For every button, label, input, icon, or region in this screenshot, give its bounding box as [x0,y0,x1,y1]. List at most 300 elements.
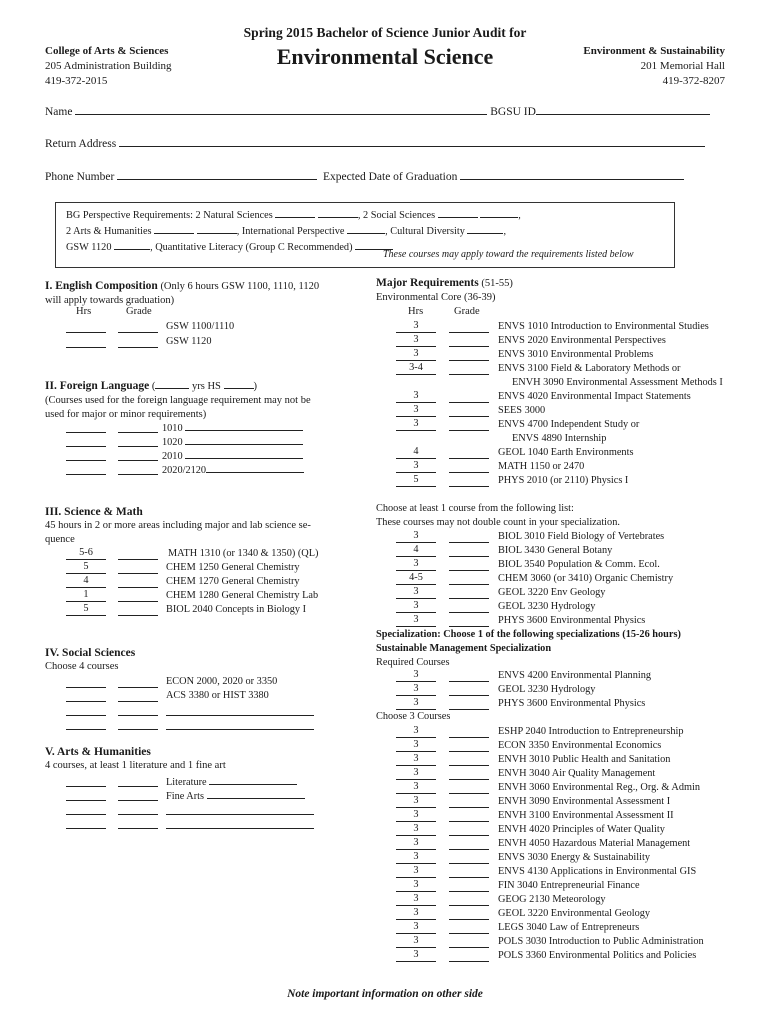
hrs-field[interactable] [66,320,106,333]
core-title: Environmental Core (36-39) [376,292,496,303]
course-row [396,446,756,460]
grade-field[interactable] [449,949,489,962]
course-name: GEOL 3220 Environmental Geology [498,908,651,919]
english-grade-label: Grade [126,306,152,317]
hrs-field[interactable] [66,462,106,475]
hrs-field[interactable]: 3 [396,893,436,906]
grade-field[interactable] [118,774,158,787]
college-phone: 419-372-2015 [45,75,108,87]
grade-field[interactable] [118,547,158,560]
choose-one-header [376,502,620,530]
hrs-field[interactable]: 3 [396,460,436,473]
hrs-field[interactable] [66,448,106,461]
major-section-header [376,276,513,305]
grade-field[interactable] [449,474,489,487]
foreign-row [66,420,366,434]
hrs-field[interactable]: 3 [396,781,436,794]
hrs-field[interactable] [66,434,106,447]
bgsu-id-label: BGSU ID [490,106,536,118]
english-row [66,320,366,334]
grade-field[interactable] [449,795,489,808]
social-row [66,689,366,703]
course-name: ENVS 3030 Energy & Sustainability [498,852,650,863]
name-field[interactable] [75,104,487,115]
arts-row [66,788,366,802]
course-row [396,851,756,865]
course-field[interactable] [166,703,314,716]
choose-three-label: Choose 3 Courses [376,711,451,722]
english-title: I. English Composition [45,280,158,292]
course-row [396,921,756,935]
footer-note: Note important information on other side [287,988,483,1000]
course-row [396,865,756,879]
required-courses-label: Required Courses [376,657,450,668]
course-name: BIOL 2040 Concepts in Biology I [166,604,307,615]
major-grade-label: Grade [454,306,480,317]
course-row [396,614,756,628]
course-name: ENVS 1010 Introduction to Environmental Studies [498,321,709,332]
department-address: 201 Memorial Hall [640,60,725,72]
course-name: SEES 3000 [498,405,546,416]
course-row [396,474,756,488]
grade-field[interactable] [449,893,489,906]
phone-grad-row [45,169,684,183]
course-row [396,432,756,446]
course-field[interactable] [166,802,314,815]
grade-field[interactable] [449,823,489,836]
hrs-field[interactable]: 3 [396,879,436,892]
science-row [66,547,366,561]
social-section-header [45,646,135,674]
course-name: ENVH 3040 Air Quality Management [498,768,656,779]
course-field[interactable] [166,717,314,730]
course-name: BIOL 3540 Population & Comm. Ecol. [498,559,660,570]
grade-field[interactable] [118,816,158,829]
hrs-field[interactable]: 4 [66,575,106,588]
arts-row [66,802,366,816]
bg-social-sciences-label: , 2 Social Sciences [357,210,436,221]
course-name: CHEM 1250 General Chemistry [166,562,300,573]
course-name: ENVH 3090 Environmental Assessment Methods I [512,377,723,388]
course-name: ENVS 3100 Field & Laboratory Methods or [498,363,681,374]
foreign-section-header [45,378,311,422]
hrs-field[interactable]: 3 [396,390,436,403]
course-name: ECON 3350 Environmental Economics [498,740,662,751]
science-title: III. Science & Math [45,506,143,518]
specialization-title: Specialization: Choose 1 of the following specializations (15-26 hours) [376,629,681,640]
hrs-field[interactable]: 4-5 [396,572,436,585]
hs-years-label: yrs HS [192,381,221,392]
specialization-name: Sustainable Management Specialization [376,643,552,654]
hrs-field[interactable]: 3 [396,921,436,934]
course-row [396,907,756,921]
hrs-field[interactable]: 4 [396,544,436,557]
course-name: POLS 3360 Environmental Politics and Policies [498,950,697,961]
hrs-field[interactable]: 3 [396,949,436,962]
science-row [66,589,366,603]
course-name: PHYS 3600 Environmental Physics [498,615,646,626]
hrs-field[interactable]: 3 [396,600,436,613]
grade-field[interactable] [118,589,158,602]
course-row [396,809,756,823]
hrs-field[interactable]: 5 [66,561,106,574]
course-name: ENVS 3010 Environmental Problems [498,349,654,360]
hs-years-field[interactable] [155,378,189,389]
hrs-field[interactable] [66,335,106,348]
hrs-field[interactable]: 3 [396,837,436,850]
hrs-field[interactable]: 3 [396,404,436,417]
course-name: 1020 [162,434,303,450]
bg-natural-field-2[interactable] [318,207,358,218]
course-row [396,739,756,753]
course-row [396,669,756,683]
course-row [396,725,756,739]
hrs-field[interactable]: 3 [396,865,436,878]
course-name: ESHP 2040 Introduction to Entrepreneurship [498,726,684,737]
english-section-header [45,279,319,308]
grade-field[interactable] [449,669,489,682]
foreign-desc-2: used for major or minor requirements) [45,409,207,420]
bg-cultural-field[interactable] [467,223,503,234]
course-name: GSW 1100/1110 [166,321,235,332]
bg-perspective-content: BG Perspective Requirements: 2 Natural Sciences , 2 Social Sciences , 2 Arts & Humanities , International Perspective , Cultural Diversity , GSW 1120 , Quantitative Literacy (Group C Recommended) [66,207,521,255]
foreign-row [66,448,366,462]
grade-field[interactable] [449,739,489,752]
course-name: PHYS 2010 (or 2110) Physics I [498,475,629,486]
bg-social-field-2[interactable] [480,207,518,218]
hrs-field[interactable]: 3 [396,907,436,920]
hrs-field[interactable]: 3 [396,809,436,822]
course-name: MATH 1150 or 2470 [498,461,585,472]
course-row [396,460,756,474]
course-name: Fine Arts [166,788,305,804]
course-row [396,795,756,809]
hrs-field[interactable]: 3 [396,558,436,571]
return-address-label: Return Address [45,138,117,150]
grade-field[interactable] [449,921,489,934]
grade-field[interactable] [118,675,158,688]
course-name: CHEM 1270 General Chemistry [166,576,300,587]
hrs-field[interactable]: 3 [396,739,436,752]
grade-field[interactable] [118,717,158,730]
bg-natural-field-1[interactable] [275,207,315,218]
department-contact [583,44,725,89]
phone-label: Phone Number [45,171,115,183]
course-row [396,334,756,348]
grade-field[interactable] [449,572,489,585]
name-row [45,104,710,118]
course-row [396,586,756,600]
hrs-field[interactable]: 3-4 [396,362,436,375]
foreign-row [66,462,366,476]
phone-field[interactable] [117,169,317,180]
grade-field[interactable] [449,460,489,473]
hrs-field[interactable]: 4 [396,446,436,459]
hrs-field[interactable]: 3 [396,935,436,948]
course-name: ENVS 4130 Applications in Environmental GIS [498,866,697,877]
course-row [396,767,756,781]
grade-field[interactable] [449,697,489,710]
course-row [396,530,756,544]
hrs-field[interactable] [66,703,106,716]
course-name: CHEM 1280 General Chemistry Lab [166,590,319,601]
college-name: College of Arts & Sciences [45,45,169,57]
bg-international-label: , International Perspective [236,226,345,237]
hrs-field[interactable]: 5 [396,474,436,487]
hrs-field[interactable] [66,717,106,730]
hrs-field[interactable]: 3 [396,669,436,682]
grade-field[interactable] [118,434,158,447]
course-name: GEOL 3220 Env Geology [498,587,606,598]
hrs-field[interactable]: 3 [396,697,436,710]
grade-field[interactable] [449,600,489,613]
hrs-field[interactable]: 5-6 [66,547,106,560]
course-name: BIOL 3430 General Botany [498,545,613,556]
course-name: GEOG 2130 Meteorology [498,894,606,905]
hrs-field[interactable]: 3 [396,767,436,780]
bgsu-id-field[interactable] [536,104,710,115]
course-name: 2010 [162,448,303,464]
grade-field[interactable] [449,348,489,361]
course-name: ENVH 3010 Public Health and Sanitation [498,754,671,765]
course-row [396,404,756,418]
science-row [66,603,366,617]
course-name: PHYS 3600 Environmental Physics [498,698,646,709]
grade-field[interactable] [449,725,489,738]
hrs-field[interactable]: 3 [396,334,436,347]
return-address-row [45,136,705,150]
bg-arts-label: 2 Arts & Humanities [66,226,152,237]
hrs-field[interactable]: 3 [396,418,436,431]
course-row [396,362,756,376]
paren-open: ( [151,381,156,392]
social-row [66,703,366,717]
arts-desc: 4 courses, at least 1 literature and 1 fine art [45,760,226,771]
course-name: 1010 [162,420,303,436]
course-name: ENVH 4020 Principles of Water Quality [498,824,665,835]
grade-field[interactable] [118,788,158,801]
grade-field[interactable] [449,530,489,543]
course-name: ENVH 3100 Environmental Assessment II [498,810,674,821]
course-row [396,572,756,586]
course-name: GSW 1120 [166,336,212,347]
major-hrs-label: Hrs [408,306,424,317]
hs-years-field-2[interactable] [224,378,254,389]
science-desc: 45 hours in 2 or more areas including major and lab science se- [45,520,311,531]
grade-field[interactable] [449,418,489,431]
course-row [396,418,756,432]
grade-field[interactable] [449,781,489,794]
grade-field[interactable] [449,334,489,347]
hrs-field[interactable]: 3 [396,530,436,543]
hrs-field[interactable]: 5 [66,603,106,616]
arts-row [66,774,366,788]
course-name: ENVS 4020 Environmental Impact Statements [498,391,691,402]
grade-field[interactable] [449,865,489,878]
course-name: GEOL 3230 Hydrology [498,601,596,612]
social-row [66,675,366,689]
grade-field[interactable] [118,561,158,574]
grade-field[interactable] [118,689,158,702]
grade-field[interactable] [449,320,489,333]
grade-field[interactable] [449,614,489,627]
bg-quant-label: , Quantitative Literacy (Group C Recommended) [150,242,353,253]
grade-field[interactable] [449,879,489,892]
bg-note: These courses may apply toward the requirements listed below [383,249,634,260]
foreign-title: II. Foreign Language [45,380,150,392]
grade-field[interactable] [118,462,158,475]
course-name: 2020/2120 [162,462,304,478]
english-desc: (Only 6 hours GSW 1100, 1110, 1120 [160,281,320,292]
grade-field[interactable] [449,446,489,459]
hrs-field[interactable]: 1 [66,589,106,602]
course-name: ENVS 4890 Internship [512,433,607,444]
course-row [396,544,756,558]
hrs-field[interactable]: 3 [396,851,436,864]
course-name: GEOL 3230 Hydrology [498,684,596,695]
bg-cultural-label: , Cultural Diversity [385,226,465,237]
grade-field[interactable] [118,603,158,616]
grade-field[interactable] [118,575,158,588]
course-row [396,600,756,614]
social-row [66,717,366,731]
grade-field[interactable] [449,935,489,948]
department-name: Environment & Sustainability [583,45,725,57]
hrs-field[interactable]: 3 [396,795,436,808]
course-row [396,558,756,572]
bg-arts-field-1[interactable] [154,223,194,234]
hrs-field[interactable]: 3 [396,683,436,696]
course-row [396,837,756,851]
arts-title: V. Arts & Humanities [45,746,151,758]
grade-field[interactable] [118,335,158,348]
page-title: Environmental Science [276,44,494,69]
course-name: LEGS 3040 Law of Entrepreneurs [498,922,640,933]
major-hours: (51-55) [481,278,513,289]
course-row [396,697,756,711]
graduation-label: Expected Date of Graduation [322,171,458,183]
bg-arts-field-2[interactable] [197,223,237,234]
course-row [396,781,756,795]
bg-international-field[interactable] [347,223,385,234]
course-name: ECON 2000, 2020 or 3350 [166,676,278,687]
major-title: Major Requirements [376,277,479,289]
social-title: IV. Social Sciences [45,647,136,659]
course-name: ENVS 4200 Environmental Planning [498,670,652,681]
course-row [396,949,756,963]
grade-field[interactable] [449,809,489,822]
course-name: ENVH 3090 Environmental Assessment I [498,796,671,807]
grade-field[interactable] [118,320,158,333]
grade-field[interactable] [449,362,489,375]
course-name: ENVS 2020 Environmental Perspectives [498,335,666,346]
foreign-desc: (Courses used for the foreign language requirement may not be [45,395,311,406]
course-row [396,348,756,362]
college-contact [45,44,172,89]
course-name: ENVH 3060 Environmental Reg., Org. & Admin [498,782,701,793]
grade-field[interactable] [449,683,489,696]
course-name: POLS 3030 Introduction to Public Administration [498,936,704,947]
course-field[interactable] [166,816,314,829]
hrs-field[interactable]: 3 [396,725,436,738]
hrs-field[interactable]: 3 [396,753,436,766]
grade-field[interactable] [449,404,489,417]
hrs-field[interactable]: 3 [396,320,436,333]
arts-row [66,816,366,830]
specialization-header [376,628,681,670]
grade-field[interactable] [449,390,489,403]
grade-field[interactable] [449,907,489,920]
paren-close: ) [253,381,258,392]
hrs-field[interactable]: 3 [396,348,436,361]
english-row [66,335,366,349]
course-name: Literature [166,774,297,790]
bg-natural-sciences-label: BG Perspective Requirements: 2 Natural Sciences [66,210,273,221]
grade-field[interactable] [449,586,489,599]
grade-field[interactable] [118,802,158,815]
return-address-field[interactable] [119,136,705,147]
bg-gsw-label: GSW 1120 [66,242,112,253]
hrs-field[interactable] [66,802,106,815]
graduation-field[interactable] [460,169,684,180]
grade-field[interactable] [449,767,489,780]
course-row [396,376,756,390]
course-name: GEOL 1040 Earth Environments [498,447,634,458]
hrs-field[interactable]: 3 [396,614,436,627]
course-name: ENVS 4700 Independent Study or [498,419,640,430]
hrs-field[interactable]: 3 [396,586,436,599]
arts-section-header [45,745,226,773]
bg-gsw-field[interactable] [114,239,150,250]
hrs-field[interactable] [66,774,106,787]
hrs-field[interactable]: 3 [396,823,436,836]
course-row [396,823,756,837]
social-desc: Choose 4 courses [45,661,119,672]
course-name: CHEM 3060 (or 3410) Organic Chemistry [498,573,674,584]
grade-field[interactable] [449,753,489,766]
course-row [396,683,756,697]
grade-field[interactable] [118,420,158,433]
bg-social-field-1[interactable] [438,207,478,218]
hrs-field[interactable] [66,689,106,702]
course-name: ENVH 4050 Hazardous Material Management [498,838,691,849]
department-phone: 419-372-8207 [662,75,725,87]
grade-field[interactable] [118,703,158,716]
course-row [396,893,756,907]
hrs-field[interactable] [66,788,106,801]
course-name: MATH 1310 (or 1340 & 1350) (QL) [168,548,319,559]
college-address: 205 Administration Building [45,60,172,72]
choose-one-line-1: Choose at least 1 course from the following list: [376,503,574,514]
english-hrs-label: Hrs [76,306,92,317]
science-row [66,575,366,589]
grade-field[interactable] [449,837,489,850]
grade-field[interactable] [449,544,489,557]
course-row [396,390,756,404]
course-row [396,753,756,767]
course-row [396,879,756,893]
course-name: ACS 3380 or HIST 3380 [166,690,269,701]
hrs-field[interactable] [66,816,106,829]
english-desc-2: will apply towards graduation) [45,295,175,306]
hrs-field[interactable] [66,675,106,688]
grade-field[interactable] [118,448,158,461]
grade-field[interactable] [449,558,489,571]
grade-field[interactable] [449,851,489,864]
science-desc-2: quence [45,534,75,545]
hrs-field[interactable] [66,420,106,433]
science-section-header [45,505,311,547]
